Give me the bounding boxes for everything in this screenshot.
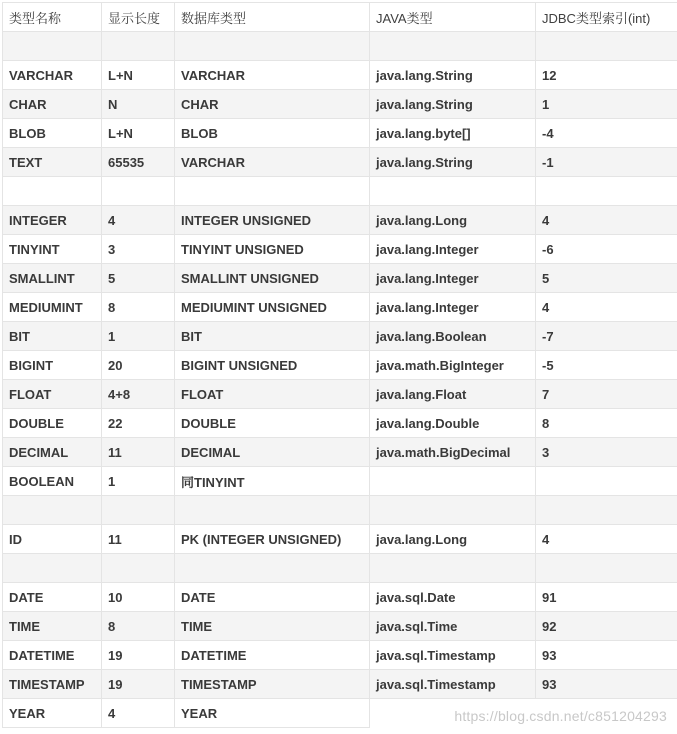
type-name-cell: SMALLINT [3, 264, 102, 293]
db-type-cell: PK (INTEGER UNSIGNED) [175, 525, 370, 554]
type-mapping-table [2, 2, 677, 728]
jdbc-index-cell [536, 496, 677, 525]
type-name-cell: DOUBLE [3, 409, 102, 438]
table-row [3, 293, 677, 322]
table-row [3, 380, 677, 409]
type-name-cell: BLOB [3, 119, 102, 148]
java-type-cell: java.math.BigInteger [370, 351, 536, 380]
db-type-cell: TIMESTAMP [175, 670, 370, 699]
table-row [3, 641, 677, 670]
type-name-cell: TIME [3, 612, 102, 641]
table-row [3, 119, 677, 148]
db-type-cell: SMALLINT UNSIGNED [175, 264, 370, 293]
jdbc-index-cell: 7 [536, 380, 677, 409]
jdbc-index-cell: -7 [536, 322, 677, 351]
java-type-cell: java.sql.Timestamp [370, 670, 536, 699]
display-length-cell: 5 [102, 264, 175, 293]
java-type-cell [370, 496, 536, 525]
db-type-cell: BIGINT UNSIGNED [175, 351, 370, 380]
db-type-cell: TINYINT UNSIGNED [175, 235, 370, 264]
type-name-cell: FLOAT [3, 380, 102, 409]
db-type-cell: BIT [175, 322, 370, 351]
java-type-cell: java.sql.Timestamp [370, 641, 536, 670]
table-row [3, 32, 677, 61]
table-row [3, 90, 677, 119]
db-type-cell [175, 496, 370, 525]
db-type-cell: VARCHAR [175, 148, 370, 177]
column-header-java-type: JAVA类型 [370, 3, 536, 32]
db-type-cell: CHAR [175, 90, 370, 119]
display-length-cell: 22 [102, 409, 175, 438]
display-length-cell: 1 [102, 467, 175, 496]
db-type-cell: DATE [175, 583, 370, 612]
jdbc-index-cell [536, 32, 677, 61]
db-type-cell: VARCHAR [175, 61, 370, 90]
java-type-cell: java.lang.String [370, 61, 536, 90]
jdbc-index-cell: -6 [536, 235, 677, 264]
jdbc-index-cell [536, 177, 677, 206]
java-type-cell: java.math.BigDecimal [370, 438, 536, 467]
java-type-cell: java.lang.Float [370, 380, 536, 409]
type-name-cell: CHAR [3, 90, 102, 119]
java-type-cell: java.sql.Time [370, 612, 536, 641]
table-row [3, 235, 677, 264]
java-type-cell [370, 467, 536, 496]
type-name-cell: ID [3, 525, 102, 554]
type-name-cell: DATETIME [3, 641, 102, 670]
table-row [3, 525, 677, 554]
java-type-cell: java.lang.String [370, 148, 536, 177]
type-name-cell [3, 177, 102, 206]
jdbc-index-cell: 4 [536, 525, 677, 554]
jdbc-index-cell: 92 [536, 612, 677, 641]
jdbc-index-cell: 8 [536, 409, 677, 438]
jdbc-index-cell: 5 [536, 264, 677, 293]
type-name-cell [3, 554, 102, 583]
java-type-cell: java.lang.byte[] [370, 119, 536, 148]
table-row [3, 554, 677, 583]
java-type-cell: java.lang.Integer [370, 264, 536, 293]
jdbc-index-cell [536, 554, 677, 583]
table-row [3, 409, 677, 438]
jdbc-index-cell: 12 [536, 61, 677, 90]
java-type-cell: java.lang.Double [370, 409, 536, 438]
display-length-cell: 4 [102, 699, 175, 728]
table-row [3, 496, 677, 525]
display-length-cell: 10 [102, 583, 175, 612]
type-name-cell: TINYINT [3, 235, 102, 264]
display-length-cell: 20 [102, 351, 175, 380]
column-header-db-type: 数据库类型 [175, 3, 370, 32]
java-type-cell: java.sql.Date [370, 583, 536, 612]
type-name-cell: DECIMAL [3, 438, 102, 467]
jdbc-index-cell: 3 [536, 438, 677, 467]
type-name-cell: INTEGER [3, 206, 102, 235]
db-type-cell: 同TINYINT [175, 467, 370, 496]
jdbc-index-cell: 4 [536, 293, 677, 322]
jdbc-index-cell: -4 [536, 119, 677, 148]
table-row [3, 612, 677, 641]
display-length-cell: 65535 [102, 148, 175, 177]
java-type-cell: java.lang.Long [370, 206, 536, 235]
db-type-cell: DECIMAL [175, 438, 370, 467]
java-type-cell [370, 177, 536, 206]
type-name-cell: DATE [3, 583, 102, 612]
display-length-cell: 8 [102, 293, 175, 322]
display-length-cell: 11 [102, 525, 175, 554]
jdbc-index-cell [536, 467, 677, 496]
type-name-cell: TEXT [3, 148, 102, 177]
type-name-cell [3, 496, 102, 525]
jdbc-index-cell: 93 [536, 641, 677, 670]
type-name-cell: BIT [3, 322, 102, 351]
db-type-cell: BLOB [175, 119, 370, 148]
column-header-display-length: 显示长度 [102, 3, 175, 32]
table-row [3, 206, 677, 235]
display-length-cell [102, 554, 175, 583]
java-type-cell: java.lang.Integer [370, 293, 536, 322]
jdbc-index-cell: -1 [536, 148, 677, 177]
java-type-cell: java.lang.Boolean [370, 322, 536, 351]
table-row [3, 61, 677, 90]
watermark-text: https://blog.csdn.net/c851204293 [454, 708, 667, 724]
display-length-cell: N [102, 90, 175, 119]
table-body [3, 32, 677, 728]
jdbc-index-cell: -5 [536, 351, 677, 380]
display-length-cell: 8 [102, 612, 175, 641]
db-type-cell: YEAR [175, 699, 370, 728]
table-row [3, 264, 677, 293]
display-length-cell: 3 [102, 235, 175, 264]
db-type-cell [175, 554, 370, 583]
column-header-type-name: 类型名称 [3, 3, 102, 32]
type-name-cell [3, 32, 102, 61]
display-length-cell: 4+8 [102, 380, 175, 409]
java-type-cell: java.lang.String [370, 90, 536, 119]
jdbc-index-cell: 91 [536, 583, 677, 612]
display-length-cell: 19 [102, 670, 175, 699]
column-header-jdbc-index: JDBC类型索引(int) [536, 3, 677, 32]
table-row [3, 670, 677, 699]
display-length-cell: 4 [102, 206, 175, 235]
db-type-cell: TIME [175, 612, 370, 641]
java-type-cell [370, 554, 536, 583]
display-length-cell [102, 32, 175, 61]
display-length-cell: 1 [102, 322, 175, 351]
display-length-cell [102, 177, 175, 206]
table-row [3, 583, 677, 612]
display-length-cell: L+N [102, 61, 175, 90]
table-row [3, 322, 677, 351]
db-type-cell: DOUBLE [175, 409, 370, 438]
db-type-cell [175, 177, 370, 206]
db-type-cell: DATETIME [175, 641, 370, 670]
display-length-cell: L+N [102, 119, 175, 148]
display-length-cell [102, 496, 175, 525]
type-name-cell: TIMESTAMP [3, 670, 102, 699]
type-name-cell: BIGINT [3, 351, 102, 380]
type-name-cell: BOOLEAN [3, 467, 102, 496]
jdbc-index-cell: 4 [536, 206, 677, 235]
java-type-cell: java.lang.Integer [370, 235, 536, 264]
type-name-cell: MEDIUMINT [3, 293, 102, 322]
display-length-cell: 19 [102, 641, 175, 670]
db-type-cell: INTEGER UNSIGNED [175, 206, 370, 235]
db-type-cell: MEDIUMINT UNSIGNED [175, 293, 370, 322]
table-header-row [3, 3, 677, 32]
type-name-cell: YEAR [3, 699, 102, 728]
display-length-cell: 11 [102, 438, 175, 467]
table-row [3, 148, 677, 177]
jdbc-index-cell: 1 [536, 90, 677, 119]
java-type-cell [370, 32, 536, 61]
table-row [3, 177, 677, 206]
table-row [3, 467, 677, 496]
db-type-cell [175, 32, 370, 61]
type-name-cell: VARCHAR [3, 61, 102, 90]
java-type-cell: java.lang.Long [370, 525, 536, 554]
table-row [3, 351, 677, 380]
db-type-cell: FLOAT [175, 380, 370, 409]
table-row [3, 438, 677, 467]
jdbc-index-cell: 93 [536, 670, 677, 699]
